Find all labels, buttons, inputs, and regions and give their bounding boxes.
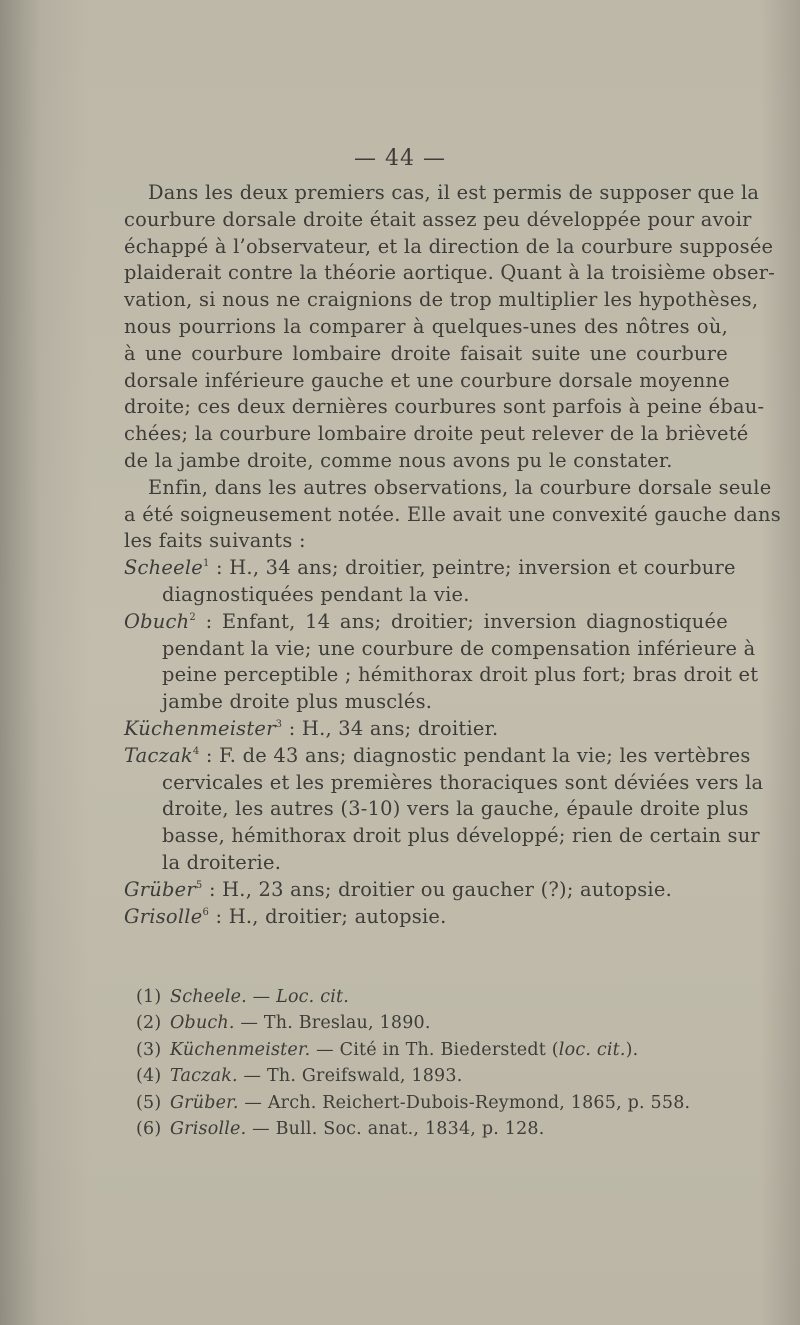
case-text: : H., droitier; autopsie. xyxy=(209,904,447,928)
case-author: Obuch xyxy=(124,609,190,633)
footnote-ref: 4 xyxy=(192,745,200,757)
footnote-number: (6) xyxy=(136,1118,162,1139)
footnote-author: Küchenmeister. xyxy=(170,1039,311,1060)
footnote-text: — xyxy=(246,987,277,1007)
case-continuation-line: droite, les autres (3-10) vers la gauche, épaule droite plus xyxy=(162,797,749,821)
footnote-number: (5) xyxy=(136,1092,162,1113)
footnote-ref: 6 xyxy=(202,906,210,918)
footnote-text: — Arch. Reichert-Dubois-Reymond, 1865, p. 558. xyxy=(238,1092,691,1113)
case-text: : H., 23 ans; droitier ou gaucher (?); autopsie. xyxy=(202,877,673,901)
text-line: à une courbure lombaire droite faisait suite une courbure xyxy=(124,341,728,365)
case-first-line xyxy=(124,716,728,743)
footnote-text: — Cité in Th. Biederstedt ( xyxy=(310,1039,559,1060)
footnote-ref: 5 xyxy=(195,879,203,891)
case-list xyxy=(124,555,764,930)
text-line: a été soigneusement notée. Elle avait une convexité gauche dans xyxy=(124,502,781,526)
text-line: Dans les deux premiers cas, il est permis de supposer que la xyxy=(148,181,760,204)
case-text: : Enfant, 14 ans; droitier; inversion diagnostiquée xyxy=(196,609,728,633)
case-author: Scheele xyxy=(124,556,204,580)
footnote-number: (4) xyxy=(136,1066,162,1087)
case-continuation-line: pendant la vie; une courbure de compensation inférieure à xyxy=(162,636,756,660)
footnote xyxy=(136,984,696,1010)
case-author: Grisolle xyxy=(124,904,203,928)
text-line: dorsale inférieure gauche et une courbure dorsale moyenne xyxy=(124,368,730,392)
footnote-author: Grisolle. xyxy=(170,1118,247,1139)
paragraph-2 xyxy=(124,475,781,555)
case-first-line xyxy=(124,743,751,770)
footnote xyxy=(136,1090,696,1116)
case-author: Grüber xyxy=(124,877,196,901)
case-continuation-line: diagnostiquées pendant la vie. xyxy=(162,582,470,606)
footnote-italic-text: Loc. cit. xyxy=(276,987,350,1007)
footnote-number: (3) xyxy=(136,1039,162,1060)
case-entry xyxy=(124,555,736,609)
case-text: : H., 34 ans; droitier. xyxy=(282,716,499,740)
footnote-number: (1) xyxy=(136,987,162,1007)
case-entry xyxy=(124,716,728,743)
text-line: chées; la courbure lombaire droite peut relever de la brièveté xyxy=(124,422,749,446)
body-text xyxy=(124,180,781,930)
case-first-line xyxy=(124,555,736,582)
footnote-text-end: ). xyxy=(625,1039,639,1060)
footnote-ref: 2 xyxy=(189,611,197,623)
case-entry xyxy=(124,609,759,716)
case-text: : H., 34 ans; droitier, peintre; inversion et courbure xyxy=(209,556,736,580)
case-continuation-line: jambe droite plus musclés. xyxy=(162,690,433,714)
footnote xyxy=(136,1010,696,1036)
footnote-ref: 1 xyxy=(203,558,210,570)
footnote xyxy=(136,1037,696,1063)
text-line: courbure dorsale droite était assez peu développée pour avoir xyxy=(124,207,752,231)
case-entry xyxy=(124,877,728,904)
text-line: de la jambe droite, comme nous avons pu le constater. xyxy=(124,448,673,472)
text-line: Enfin, dans les autres observations, la courbure dorsale seule xyxy=(148,475,772,499)
text-line: nous pourrions la comparer à quelques-unes des nôtres où, xyxy=(124,314,728,338)
footnote-text: — Th. Breslau, 1890. xyxy=(234,1013,431,1034)
footnote-author: Obuch. xyxy=(170,1013,235,1034)
footnote-author: Taczak. xyxy=(170,1066,238,1087)
footnote xyxy=(136,1063,696,1089)
case-author: Küchenmeister xyxy=(124,716,276,740)
case-first-line xyxy=(124,877,728,904)
footnote xyxy=(136,1116,696,1142)
case-entry xyxy=(124,743,764,877)
paragraph-1 xyxy=(124,180,776,475)
footnote-number: (2) xyxy=(136,1013,162,1034)
footnote-text: — Th. Greifswald, 1893. xyxy=(237,1066,463,1087)
case-entry xyxy=(124,904,728,931)
footnotes xyxy=(136,984,696,1142)
case-author: Taczak xyxy=(124,743,193,767)
case-text: : F. de 43 ans; diagnostic pendant la vie; les vertèbres xyxy=(199,743,751,767)
case-continuation-line: la droiterie. xyxy=(162,850,282,874)
page-number: — 44 — xyxy=(354,146,446,171)
footnote-text: — Bull. Soc. anat., 1834, p. 128. xyxy=(246,1118,545,1139)
footnote-ref: 3 xyxy=(275,718,283,730)
case-first-line xyxy=(124,904,728,931)
text-line: droite; ces deux dernières courbures sont parfois à peine ébau- xyxy=(124,395,765,419)
text-line: vation, si nous ne craignions de trop multiplier les hypothèses, xyxy=(124,288,759,312)
footnote-author: Grüber. xyxy=(170,1092,239,1113)
case-continuation-line: cervicales et les premières thoraciques sont déviées vers la xyxy=(162,770,764,794)
case-continuation-line: basse, hémithorax droit plus développé; rien de certain sur xyxy=(162,824,760,848)
case-first-line xyxy=(124,609,728,636)
footnote-italic-text: loc. cit. xyxy=(558,1039,626,1060)
text-line: les faits suivants : xyxy=(124,529,306,553)
text-line: échappé à l’observateur, et la direction de la courbure supposée xyxy=(124,234,774,258)
text-line: plaiderait contre la théorie aortique. Quant à la troisième obser- xyxy=(124,261,776,285)
case-continuation-line: peine perceptible ; hémithorax droit plus fort; bras droit et xyxy=(162,663,759,687)
footnote-author: Scheele. xyxy=(170,987,247,1007)
